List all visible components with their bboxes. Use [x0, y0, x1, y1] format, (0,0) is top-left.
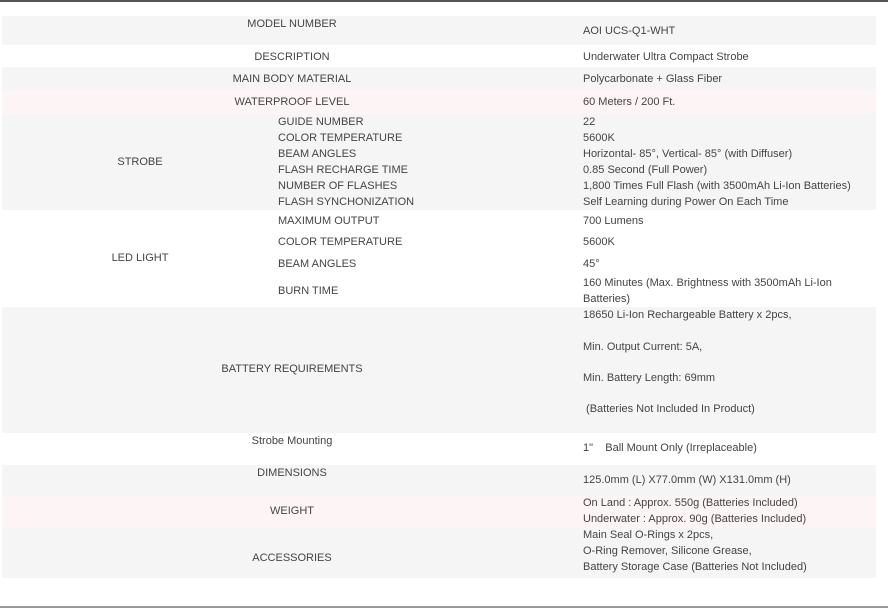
row-strobe — [2, 114, 876, 210]
dimensions-value: 125.0mm (L) X77.0mm (W) X131.0mm (H) — [583, 474, 791, 486]
model-number-value: AOI UCS-Q1-WHT — [583, 25, 676, 37]
led-light-label: LED LIGHT — [111, 252, 169, 264]
accessories-values — [583, 527, 807, 575]
row-weight — [2, 496, 876, 528]
description-value: Underwater Ultra Compact Strobe — [583, 51, 749, 63]
strobe-item-value: Horizontal- 85°, Vertical- 85° (with Diffuser) — [583, 148, 793, 160]
led-item-name: BEAM ANGLES — [278, 258, 357, 270]
row-model-number — [2, 16, 876, 45]
led-item-value: 700 Lumens — [583, 215, 644, 227]
row-battery-requirements — [2, 307, 876, 433]
row-waterproof-level — [2, 90, 876, 114]
strobe-item-names — [278, 114, 414, 210]
main-body-material-value: Polycarbonate + Glass Fiber — [583, 73, 723, 85]
battery-line: 18650 Li-Ion Rechargeable Battery x 2pcs, — [583, 309, 792, 321]
strobe-item-value: 1,800 Times Full Flash (with 3500mAh Li-Ion Batteries) — [583, 180, 851, 192]
strobe-item-name: FLASH SYNCHONIZATION — [278, 196, 415, 208]
strobe-item-values — [583, 114, 851, 210]
led-burn-time-line: Batteries) — [583, 293, 631, 305]
model-number-label: MODEL NUMBER — [247, 18, 337, 30]
strobe-item-name: COLOR TEMPERATURE — [278, 132, 403, 144]
led-burn-time-value — [583, 275, 832, 307]
weight-values — [583, 495, 806, 527]
led-item-value: 45° — [583, 258, 600, 270]
battery-label: BATTERY REQUIREMENTS — [221, 363, 363, 375]
accessories-label: ACCESSORIES — [252, 552, 332, 564]
weight-label: WEIGHT — [270, 505, 314, 517]
led-item-name: MAXIMUM OUTPUT — [278, 215, 380, 227]
led-burn-time-line: 160 Minutes (Max. Brightness with 3500mAh Li-Ion — [583, 277, 832, 289]
strobe-label: STROBE — [117, 156, 163, 168]
strobe-item-name: FLASH RECHARGE TIME — [278, 164, 408, 176]
row-led-light — [2, 210, 876, 307]
led-item-value: 5600K — [583, 236, 615, 248]
description-label: DESCRIPTION — [254, 51, 330, 63]
accessories-line: Main Seal O-Rings x 2pcs, — [583, 529, 714, 541]
row-dimensions — [2, 465, 876, 496]
battery-line: Min. Battery Length: 69mm — [583, 372, 716, 384]
row-accessories — [2, 528, 876, 578]
strobe-item-value: 0.85 Second (Full Power) — [583, 164, 708, 176]
strobe-mounting-label: Strobe Mounting — [251, 435, 333, 447]
waterproof-level-label: WATERPROOF LEVEL — [234, 96, 350, 108]
battery-line: Min. Output Current: 5A, — [583, 341, 703, 353]
battery-line: (Batteries Not Included In Product) — [583, 403, 755, 415]
waterproof-level-value: 60 Meters / 200 Ft. — [583, 96, 676, 108]
strobe-item-name: NUMBER OF FLASHES — [278, 180, 398, 192]
dimensions-label: DIMENSIONS — [257, 467, 327, 479]
strobe-item-value: 5600K — [583, 132, 615, 144]
led-item-name: BURN TIME — [278, 285, 339, 297]
accessories-line: Battery Storage Case (Batteries Not Included) — [583, 561, 807, 573]
strobe-mounting-value: 1" Ball Mount Only (Irreplaceable) — [583, 442, 757, 454]
weight-line: Underwater : Approx. 90g (Batteries Included) — [583, 513, 807, 525]
bottom-rule — [0, 606, 888, 608]
strobe-item-name: BEAM ANGLES — [278, 148, 357, 160]
main-body-material-label: MAIN BODY MATERIAL — [232, 73, 352, 85]
accessories-line: O-Ring Remover, Silicone Grease, — [583, 545, 752, 557]
top-rule — [0, 0, 888, 2]
weight-line: On Land : Approx. 550g (Batteries Included) — [583, 497, 798, 509]
strobe-item-value: Self Learning during Power On Each Time — [583, 196, 789, 208]
led-item-name: COLOR TEMPERATURE — [278, 236, 403, 248]
row-description — [2, 45, 876, 67]
row-strobe-mounting — [2, 433, 876, 465]
strobe-item-name: GUIDE NUMBER — [278, 116, 364, 128]
strobe-item-value: 22 — [583, 116, 596, 128]
row-main-body-material — [2, 67, 876, 90]
